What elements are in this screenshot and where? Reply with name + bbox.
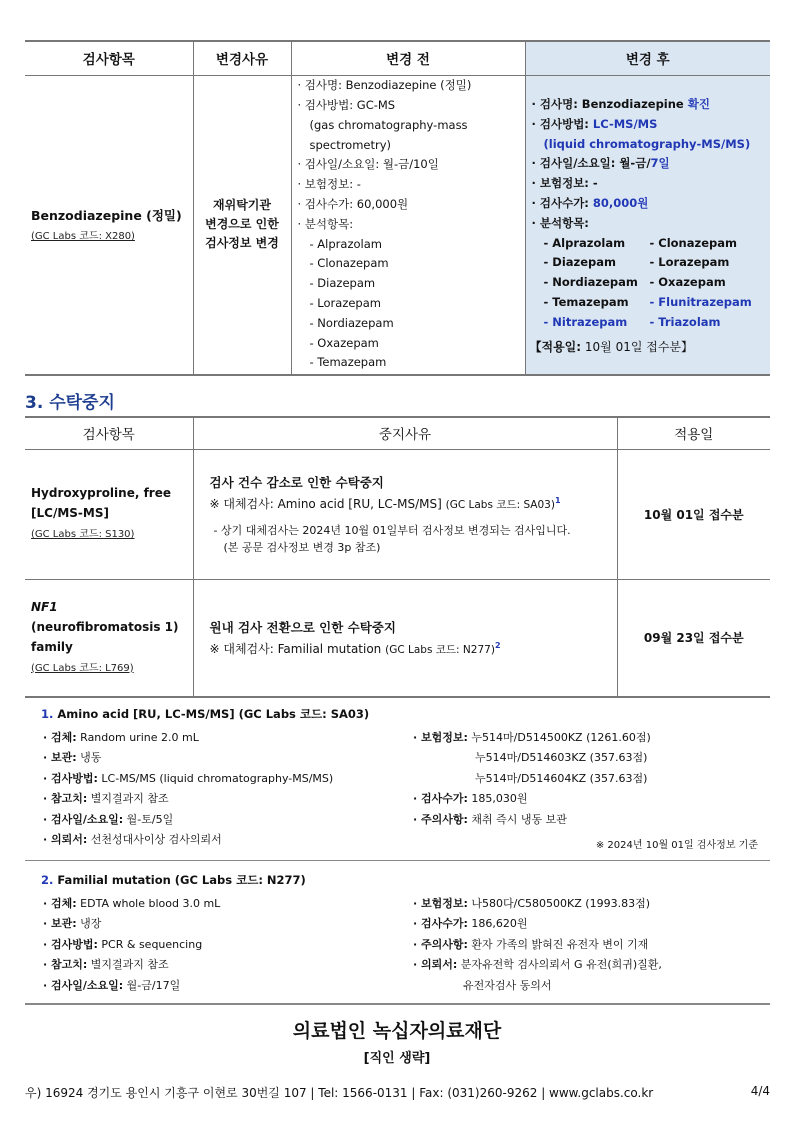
analyte: - Temazepam [543, 294, 629, 309]
page-number: 4/4 [750, 1084, 770, 1098]
organization-name: 의료법인 녹십자의료재단 [292, 1020, 502, 1042]
footnote-line: · 주의사항: 환자 가족의 밝혀진 유전자 변이 기재 [413, 937, 649, 951]
footnote-line: · 참고치: 별지결과지 참조 [43, 792, 169, 806]
after-method: · 검사방법: LC-MS/MS [531, 116, 658, 131]
stop-table [25, 416, 770, 698]
footnote-line: · 의뢰서: 선천성대사이상 검사의뢰서 [43, 833, 222, 847]
item-name: [LC/MS-MS] [31, 506, 109, 520]
reason-line: 변경으로 인한 [205, 217, 279, 232]
item-cell [25, 75, 193, 375]
alternative-test: ※ 대체검사: Amino acid [RU, LC-MS/MS] (GC Labs 코드: SA03)$^1$ [209, 495, 561, 511]
footnote-line: 유전자검사 동의서 [463, 978, 552, 992]
before-fee: · 검사수가: 60,000원 [297, 197, 409, 212]
footnote-line: · 보관: 냉동 [43, 751, 102, 765]
item-cell [25, 449, 193, 579]
analyte-new: - Triazolam [649, 314, 721, 329]
header-date: 적용일 [617, 417, 770, 449]
section-title: 3. 수탁중지 [25, 393, 115, 413]
analyte: - Clonazepam [309, 256, 389, 271]
divider [25, 1003, 770, 1005]
after-test-name: · 검사명: Benzodiazepine 확진 [531, 96, 710, 111]
change-table-header [25, 41, 770, 75]
after-days: · 검사일/소요일: 월-금/7일 [531, 156, 670, 171]
before-cell [291, 75, 525, 375]
before-insurance: · 보험정보: - [297, 177, 361, 192]
analyte: - Lorazepam [649, 255, 730, 270]
footnote-line: · 의뢰서: 분자유전학 검사의뢰서 G 유전(희귀)질환, [413, 958, 662, 972]
footnote-line: · 보험정보: 누514마/D514500KZ (1261.60점) [413, 731, 651, 744]
header-reason: 변경사유 [193, 41, 291, 75]
table-row [25, 449, 770, 579]
footnote-line: · 검사방법: PCR & sequencing [43, 937, 203, 951]
apply-date: 09월 23일 접수분 [617, 579, 770, 697]
change-table [25, 40, 770, 376]
before-test-name: · 검사명: Benzodiazepine (정밀) [297, 78, 472, 93]
analyte: - Diazepam [309, 276, 376, 291]
footnote-line: · 검체: EDTA whole blood 3.0 mL [43, 897, 221, 910]
footnote-right [395, 894, 765, 996]
footnote-line: · 검체: Random urine 2.0 mL [43, 731, 199, 744]
before-analytes [298, 235, 519, 374]
before-method: · 검사방법: GC-MS [297, 98, 396, 113]
analyte-new: - Flunitrazepam [649, 294, 752, 309]
analyte: - Nordiazepam [543, 275, 638, 290]
reason-line: 재위탁기관 [213, 198, 271, 213]
analyte: - Lorazepam [309, 296, 381, 311]
footnote-title: 2. Familial mutation (GC Labs 코드: N277) [41, 873, 306, 887]
item-code: (GC Labs 코드: X280) [31, 231, 135, 243]
reason-line: 검사정보 변경 [205, 236, 279, 251]
footnote-left [25, 728, 395, 850]
header-item: 검사항목 [25, 417, 193, 449]
address-text: 우) 16924 경기도 용인시 기흥구 이현로 30번길 107 | Tel: 1566-0131 | Fax: (031)260-9262 | www.gclabs.co.kr [25, 1086, 654, 1100]
alternative-test: ※ 대체검사: Familial mutation (GC Labs 코드: N277)$^2$ [209, 641, 501, 657]
reason-cell [193, 579, 617, 697]
after-insurance: · 보험정보: - [531, 176, 598, 191]
footnote-1 [25, 706, 770, 851]
analyte: - Oxazepam [649, 275, 726, 290]
after-analytes-label: · 분석항목: [531, 215, 589, 230]
analyte: - Temazepam [309, 355, 387, 370]
item-cell [25, 579, 193, 697]
after-list [526, 95, 771, 333]
footnote-line: · 검사일/소요일: 월-토/5일 [43, 812, 174, 826]
footnote-line: · 검사방법: LC-MS/MS (liquid chromatography-MS/MS) [43, 771, 334, 785]
footnote-line: · 보관: 냉장 [43, 917, 102, 931]
item-code: (GC Labs 코드: L769) [31, 662, 134, 674]
footnote-right [395, 728, 765, 850]
footnote-line: · 참고치: 별지결과지 참조 [43, 958, 169, 972]
analyte-new: - Nitrazepam [543, 314, 628, 329]
reason-cell [193, 449, 617, 579]
table-row [25, 579, 770, 697]
item-name: Hydroxyproline, free [31, 486, 171, 500]
footer-address [25, 1084, 770, 1101]
stop-reason: 검사 건수 감소로 인한 수탁중지 [209, 474, 384, 490]
apply-date: 10월 01일 접수분 [617, 449, 770, 579]
analyte: - Clonazepam [649, 235, 737, 250]
footnote-line: · 검사일/소요일: 월-금/17일 [43, 978, 181, 992]
divider [25, 860, 770, 861]
analyte: - Alprazolam [309, 236, 382, 251]
header-after: 변경 후 [525, 41, 770, 75]
item-name: (neurofibromatosis 1) [31, 619, 179, 634]
analyte: - Alprazolam [543, 235, 626, 250]
footnote-left [25, 894, 395, 996]
item-name: Benzodiazepine (정밀) [31, 208, 182, 224]
before-method-sub: (gas chromatography-mass [309, 117, 468, 132]
after-analytes [532, 234, 765, 333]
after-method-sub: (liquid chromatography-MS/MS) [543, 136, 751, 151]
footnote-title: 1. Amino acid [RU, LC-MS/MS] (GC Labs 코드: SA03) [41, 707, 370, 721]
analyte: - Oxazepam [309, 335, 379, 350]
before-method-sub: spectrometry) [309, 137, 392, 152]
stop-table-header [25, 417, 770, 449]
footnote-line: · 검사수가: 186,620원 [413, 917, 528, 931]
header-before: 변경 전 [291, 41, 525, 75]
footnote-line: · 보험정보: 나580다/C580500KZ (1993.83점) [413, 897, 650, 910]
header-item: 검사항목 [25, 41, 193, 75]
header-reason: 중지사유 [193, 417, 617, 449]
footnote-2 [25, 872, 770, 996]
stop-note: - 상기 대체검사는 2024년 10월 01일부터 검사정보 변경되는 검사입니다. (본 공문 검사정보 변경 3p 참조) [213, 523, 571, 554]
change-table-row [25, 75, 770, 375]
analyte: - Nordiazepam [309, 315, 394, 330]
footnote-line: 누514마/D514603KZ (357.63점) [475, 751, 648, 765]
reason-cell [193, 75, 291, 375]
after-fee: · 검사수가: 80,000원 [531, 195, 649, 210]
after-cell [525, 75, 770, 375]
footnote-line: · 주의사항: 채취 즉시 냉동 보관 [413, 812, 567, 826]
footnote-basis: ※ 2024년 10월 01일 검사정보 기준 [595, 840, 758, 852]
item-name: NF1 [31, 599, 58, 614]
analyte: - Diazepam [543, 255, 616, 270]
before-days: · 검사일/소요일: 월-금/10일 [297, 157, 439, 172]
item-code: (GC Labs 코드: S130) [31, 529, 135, 540]
before-analytes-label: · 분석항목: [297, 216, 354, 231]
before-list [292, 76, 525, 373]
seal-omitted: [직인 생략] [363, 1051, 431, 1066]
footnote-line: · 검사수가: 185,030원 [413, 792, 528, 806]
apply-date: 【적용일: 10월 01일 접수분】 [529, 339, 694, 354]
stop-reason: 원내 검사 전환으로 인한 수탁중지 [209, 620, 396, 636]
item-name: family [31, 639, 73, 654]
footnote-line: 누514마/D514604KZ (357.63점) [475, 771, 648, 785]
